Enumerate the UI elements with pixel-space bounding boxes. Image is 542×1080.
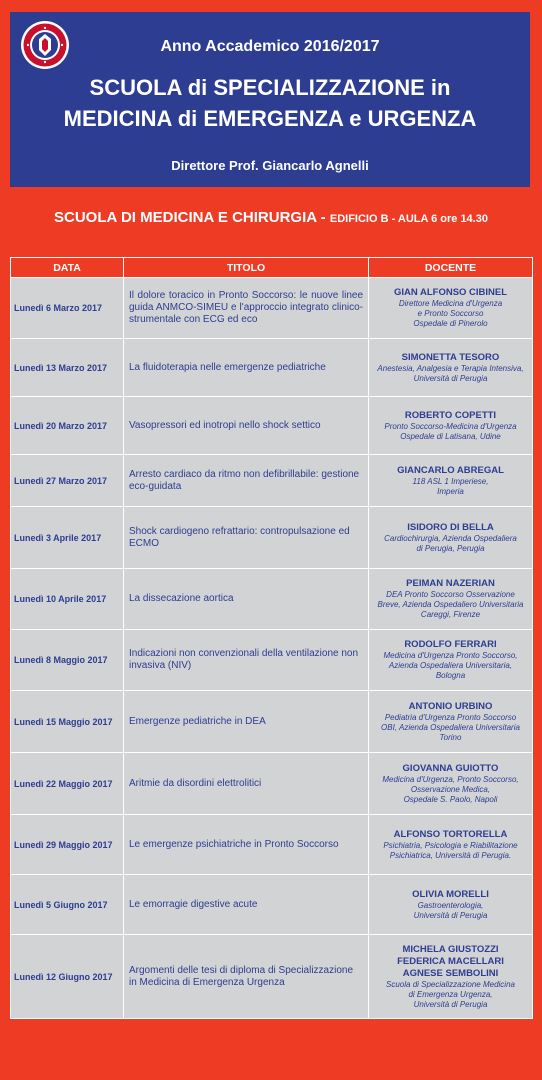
lecture-title: Il dolore toracico in Pronto Soccorso: le nuove linee guida ANMCO-SIMEU e l'approccio integrato clinico-strumentale con ECG ed eco <box>124 278 369 339</box>
table-row <box>11 630 533 691</box>
lecturer-cell <box>369 507 533 569</box>
lecturer-affiliation: Pediatria d'Urgenza Pronto Soccorso <box>384 712 517 722</box>
lecture-date: Lunedì 5 Giugno 2017 <box>11 875 124 935</box>
academic-year: Anno Accademico 2016/2017 <box>160 38 380 55</box>
lecture-title: La dissecazione aortica <box>124 569 369 630</box>
lecturer-affiliation: Psichiatrica, Università di Perugia. <box>389 850 512 860</box>
lecture-title: Le emergenze psichiatriche in Pronto Soccorso <box>124 815 369 875</box>
lecturer-affiliation: e Pronto Soccorso <box>417 309 484 318</box>
location-subheading <box>0 209 542 227</box>
lecture-date: Lunedì 22 Maggio 2017 <box>11 753 124 815</box>
lecturer-name: ALFONSO TORTORELLA <box>393 828 508 840</box>
lecturer-cell <box>369 278 533 339</box>
lecturer-name: OLIVIA MORELLI <box>412 888 489 900</box>
lecturer-cell <box>369 875 533 935</box>
lecture-title: Argomenti delle tesi di diploma di Specializzazione in Medicina di Emergenza Urgenza <box>124 935 369 1019</box>
table-row <box>11 569 533 630</box>
lecturer-name: GIOVANNA GUIOTTO <box>402 762 499 774</box>
lecture-date: Lunedì 12 Giugno 2017 <box>11 935 124 1019</box>
lecture-title: Indicazioni non convenzionali della ventilazione non invasiva (NIV) <box>124 630 369 691</box>
lecturer-affiliation: di Perugia, Perugia <box>416 543 485 553</box>
lecture-date: Lunedì 29 Maggio 2017 <box>11 815 124 875</box>
lecturer-affiliation: Università di Perugia <box>413 999 488 1009</box>
school-title-line1: SCUOLA di SPECIALIZZAZIONE in <box>89 75 451 100</box>
lecturer-name: AGNESE SEMBOLINI <box>402 967 499 979</box>
lecture-title: Shock cardiogeno refrattario: contropulsazione ed ECMO <box>124 507 369 569</box>
lecturer-affiliation: Ospedale S. Paolo, Napoli <box>403 794 498 804</box>
table-row <box>11 507 533 569</box>
lecturer-cell <box>369 815 533 875</box>
lecture-date: Lunedì 13 Marzo 2017 <box>11 339 124 397</box>
lecturer-name: ISIDORO DI BELLA <box>407 521 494 533</box>
lecture-title: Aritmie da disordini elettrolitici <box>124 753 369 815</box>
header-date: DATA <box>11 258 124 278</box>
lecturer-affiliation: Ospedale di Latisana, Udine <box>400 431 501 441</box>
lecture-date: Lunedì 6 Marzo 2017 <box>11 278 124 339</box>
lecturer-affiliation: Medicina d'Urgenza Pronto Soccorso, <box>383 651 518 660</box>
lecturer-affiliation: Gastroenterologia, <box>417 900 484 910</box>
lecturer-affiliation: Psichiatria, Psicologia e Riabilitazione <box>383 840 518 850</box>
lecturer-affiliation: Università di Perugia <box>413 373 488 383</box>
lecturer-affiliation: Torino <box>439 732 462 742</box>
lecture-date: Lunedì 3 Aprile 2017 <box>11 507 124 569</box>
lecturer-name: FEDERICA MACELLARI <box>397 955 504 967</box>
lecturer-affiliation: Osservazione Medica, <box>410 784 491 794</box>
table-row <box>11 815 533 875</box>
lecturer-affiliation: Breve, Azienda Ospedaliero Universitaria <box>377 600 524 609</box>
table-row <box>11 753 533 815</box>
lecturer-cell <box>369 339 533 397</box>
table-row <box>11 278 533 339</box>
lecture-date: Lunedì 10 Aprile 2017 <box>11 569 124 630</box>
lecturer-affiliation: Careggi, Firenze <box>420 610 481 619</box>
lecture-title: Emergenze pediatriche in DEA <box>124 691 369 753</box>
lecturer-cell <box>369 630 533 691</box>
lecture-date: Lunedì 20 Marzo 2017 <box>11 397 124 455</box>
lecturer-affiliation: OBI, Azienda Ospedaliera Universitaria <box>381 722 520 732</box>
lecturer-affiliation: Bologna <box>435 671 466 680</box>
lecture-date: Lunedì 8 Maggio 2017 <box>11 630 124 691</box>
table-row <box>11 397 533 455</box>
lecturer-name: ROBERTO COPETTI <box>404 409 497 421</box>
lecturer-name: RODOLFO FERRARI <box>404 639 497 650</box>
lecturer-name: MICHELA GIUSTOZZI <box>402 943 499 955</box>
lecture-title: La fluidoterapia nelle emergenze pediatriche <box>124 339 369 397</box>
school-title-line2: MEDICINA di EMERGENZA e URGENZA <box>63 106 477 131</box>
lecturer-cell <box>369 397 533 455</box>
lecturer-affiliation: Pronto Soccorso-Medicina d'Urgenza <box>384 421 517 431</box>
lecturer-affiliation: Anestesia, Analgesia e Terapia Intensiva, <box>377 363 524 373</box>
lecturer-name: GIANCARLO ABREGAL <box>397 464 504 476</box>
lecturer-cell <box>369 935 533 1019</box>
table-row <box>11 935 533 1019</box>
table-row <box>11 875 533 935</box>
lecturer-affiliation: 118 ASL 1 Imperiese, <box>412 476 489 486</box>
header-teacher: DOCENTE <box>369 258 533 278</box>
lecturer-cell <box>369 691 533 753</box>
director-name: Direttore Prof. Giancarlo Agnelli <box>171 158 369 173</box>
room-and-time: EDIFICIO B - AULA 6 ore 14.30 <box>329 213 488 225</box>
lecturer-affiliation: Azienda Ospedaliera Universitaria, <box>388 661 513 670</box>
lecture-title: Vasopressori ed inotropi nello shock settico <box>124 397 369 455</box>
lecturer-affiliation: di Emergenza Urgenza, <box>408 989 493 999</box>
lecturer-affiliation: Medicina d'Urgenza, Pronto Soccorso, <box>382 774 519 784</box>
lecturer-name: GIAN ALFONSO CIBINEL <box>393 287 508 298</box>
header-banner <box>10 12 530 187</box>
lecturer-name: SIMONETTA TESORO <box>401 351 500 363</box>
school-name: SCUOLA DI MEDICINA E CHIRURGIA - <box>54 209 330 226</box>
lecturer-cell <box>369 753 533 815</box>
table-header-row <box>11 258 533 278</box>
lecturer-affiliation: Ospedale di Pinerolo <box>413 319 488 328</box>
table-row <box>11 691 533 753</box>
lecture-date: Lunedì 15 Maggio 2017 <box>11 691 124 753</box>
lecture-title: Arresto cardiaco da ritmo non defibrillabile: gestione eco-guidata <box>124 455 369 507</box>
lecturer-affiliation: Direttore Medicina d'Urgenza <box>398 299 503 308</box>
table-row <box>11 455 533 507</box>
lecturer-cell <box>369 569 533 630</box>
lecturer-name: ANTONIO URBINO <box>408 700 493 712</box>
lecture-title: Le emorragie digestive acute <box>124 875 369 935</box>
lecturer-cell <box>369 455 533 507</box>
lecturer-affiliation: Cardiochirurgia, Azienda Ospedaliera <box>384 533 517 543</box>
lecturer-affiliation: Imperia <box>437 486 464 496</box>
lecturer-affiliation: Scuola di Specializzazione Medicina <box>386 979 515 989</box>
lecturer-affiliation: DEA Pronto Soccorso Osservazione <box>386 590 515 599</box>
table-row <box>11 339 533 397</box>
lecturer-affiliation: Università di Perugia <box>413 910 488 920</box>
header-title: TITOLO <box>124 258 369 278</box>
lecture-date: Lunedì 27 Marzo 2017 <box>11 455 124 507</box>
schedule-table <box>10 257 532 1019</box>
lecturer-name: PEIMAN NAZERIAN <box>406 578 495 589</box>
